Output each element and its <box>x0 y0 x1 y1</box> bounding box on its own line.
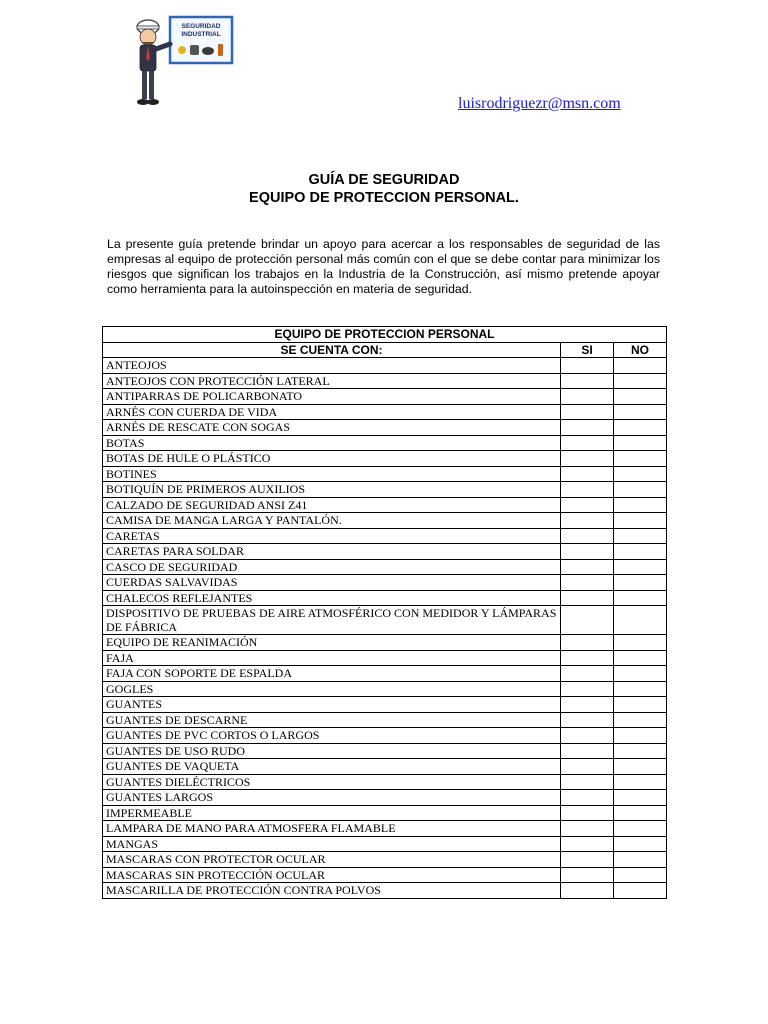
checklist-cell-yes[interactable] <box>561 852 614 868</box>
checklist-cell-yes[interactable] <box>561 681 614 697</box>
logo-text-line2: INDUSTRIAL <box>181 31 221 38</box>
table-row <box>103 590 667 606</box>
document-title: GUÍA DE SEGURIDAD <box>308 172 460 188</box>
table-row <box>103 743 667 759</box>
checklist-cell-no[interactable] <box>614 728 667 744</box>
checklist-cell-yes[interactable] <box>561 513 614 529</box>
checklist-cell-yes[interactable] <box>561 666 614 682</box>
checklist-cell-no[interactable] <box>614 790 667 806</box>
table-row <box>103 650 667 666</box>
checklist-cell-yes[interactable] <box>561 435 614 451</box>
checklist-cell-no[interactable] <box>614 697 667 713</box>
checklist-item-label: ARNÉS CON CUERDA DE VIDA <box>103 404 561 420</box>
table-row <box>103 420 667 436</box>
checklist-cell-no[interactable] <box>614 635 667 651</box>
checklist-item-label: BOTINES <box>103 466 561 482</box>
safety-worker-logo-icon <box>130 14 238 110</box>
checklist-item-label: CARETAS PARA SOLDAR <box>103 544 561 560</box>
checklist-cell-no[interactable] <box>614 528 667 544</box>
table-row <box>103 681 667 697</box>
table-title-row <box>103 327 667 343</box>
checklist-item-label: DISPOSITIVO DE PRUEBAS DE AIRE ATMOSFÉRICO CON MEDIDOR Y LÁMPARAS DE FÁBRICA <box>103 606 561 635</box>
checklist-cell-yes[interactable] <box>561 451 614 467</box>
checklist-item-label: CASCO DE SEGURIDAD <box>103 559 561 575</box>
checklist-cell-no[interactable] <box>614 513 667 529</box>
table-row <box>103 836 667 852</box>
table-row <box>103 805 667 821</box>
table-row <box>103 666 667 682</box>
checklist-cell-yes[interactable] <box>561 650 614 666</box>
checklist-cell-no[interactable] <box>614 358 667 374</box>
column-header-item: SE CUENTA CON: <box>103 342 561 358</box>
checklist-cell-yes[interactable] <box>561 712 614 728</box>
checklist-item-label: GUANTES DE DESCARNE <box>103 712 561 728</box>
table-row <box>103 883 667 899</box>
table-row <box>103 606 667 635</box>
checklist-cell-yes[interactable] <box>561 697 614 713</box>
table-row <box>103 852 667 868</box>
checklist-cell-no[interactable] <box>614 681 667 697</box>
checklist-cell-no[interactable] <box>614 606 667 635</box>
table-row <box>103 697 667 713</box>
checklist-item-label: CALZADO DE SEGURIDAD ANSI Z41 <box>103 497 561 513</box>
checklist-cell-no[interactable] <box>614 774 667 790</box>
intro-paragraph: La presente guía pretende brindar un apoyo para acercar a los responsables de seguridad de las empresas al equipo de protección personal más común con el que se debe contar para minimizar los riesgos que significan los trabajos en la Industria de la Construcción, así mismo pretende apoyar como herramienta para la autoinspección en materia de seguridad. <box>107 237 660 296</box>
table-row <box>103 528 667 544</box>
table-row <box>103 451 667 467</box>
checklist-cell-no[interactable] <box>614 759 667 775</box>
checklist-cell-no[interactable] <box>614 821 667 837</box>
checklist-item-label: EQUIPO DE REANIMACIÓN <box>103 635 561 651</box>
checklist-cell-yes[interactable] <box>561 373 614 389</box>
checklist-cell-no[interactable] <box>614 650 667 666</box>
checklist-item-label: CAMISA DE MANGA LARGA Y PANTALÓN. <box>103 513 561 529</box>
checklist-item-label: GUANTES LARGOS <box>103 790 561 806</box>
checklist-cell-yes[interactable] <box>561 836 614 852</box>
checklist-cell-no[interactable] <box>614 575 667 591</box>
table-row <box>103 774 667 790</box>
checklist-cell-no[interactable] <box>614 451 667 467</box>
checklist-cell-no[interactable] <box>614 590 667 606</box>
checklist-item-label: GUANTES DE VAQUETA <box>103 759 561 775</box>
table-row <box>103 482 667 498</box>
checklist-cell-no[interactable] <box>614 466 667 482</box>
checklist-cell-yes[interactable] <box>561 482 614 498</box>
checklist-item-label: BOTAS DE HULE O PLÁSTICO <box>103 451 561 467</box>
ppe-checklist-table <box>102 326 667 899</box>
checklist-cell-yes[interactable] <box>561 635 614 651</box>
table-row <box>103 466 667 482</box>
table-row <box>103 575 667 591</box>
checklist-cell-yes[interactable] <box>561 358 614 374</box>
checklist-cell-no[interactable] <box>614 389 667 405</box>
checklist-item-label: ARNÉS DE RESCATE CON SOGAS <box>103 420 561 436</box>
checklist-item-label: MASCARAS CON PROTECTOR OCULAR <box>103 852 561 868</box>
checklist-cell-yes[interactable] <box>561 575 614 591</box>
checklist-item-label: MASCARILLA DE PROTECCIÓN CONTRA POLVOS <box>103 883 561 899</box>
checklist-cell-yes[interactable] <box>561 743 614 759</box>
checklist-item-label: CARETAS <box>103 528 561 544</box>
checklist-cell-yes[interactable] <box>561 544 614 560</box>
checklist-item-label: GOGLES <box>103 681 561 697</box>
table-row <box>103 435 667 451</box>
checklist-cell-yes[interactable] <box>561 883 614 899</box>
checklist-item-label: LAMPARA DE MANO PARA ATMOSFERA FLAMABLE <box>103 821 561 837</box>
checklist-item-label: ANTEOJOS CON PROTECCIÓN LATERAL <box>103 373 561 389</box>
column-header-yes: SI <box>561 342 614 358</box>
column-header-no: NO <box>614 342 667 358</box>
checklist-cell-yes[interactable] <box>561 590 614 606</box>
checklist-cell-no[interactable] <box>614 805 667 821</box>
checklist-cell-no[interactable] <box>614 836 667 852</box>
table-row <box>103 790 667 806</box>
checklist-item-label: GUANTES <box>103 697 561 713</box>
checklist-item-label: GUANTES DE USO RUDO <box>103 743 561 759</box>
checklist-item-label: MASCARAS SIN PROTECCIÓN OCULAR <box>103 867 561 883</box>
checklist-cell-yes[interactable] <box>561 867 614 883</box>
document-subtitle: EQUIPO DE PROTECCION PERSONAL. <box>249 190 519 206</box>
table-row <box>103 404 667 420</box>
checklist-cell-yes[interactable] <box>561 420 614 436</box>
checklist-cell-no[interactable] <box>614 666 667 682</box>
table-header-row <box>103 342 667 358</box>
table-row <box>103 821 667 837</box>
email-link[interactable]: luisrodriguezr@msn.com <box>458 95 621 112</box>
checklist-item-label: FAJA CON SOPORTE DE ESPALDA <box>103 666 561 682</box>
checklist-cell-yes[interactable] <box>561 606 614 635</box>
checklist-item-label: IMPERMEABLE <box>103 805 561 821</box>
checklist-cell-yes[interactable] <box>561 759 614 775</box>
checklist-item-label: MANGAS <box>103 836 561 852</box>
checklist-item-label: ANTIPARRAS DE POLICARBONATO <box>103 389 561 405</box>
table-row <box>103 358 667 374</box>
table-row <box>103 544 667 560</box>
checklist-cell-yes[interactable] <box>561 821 614 837</box>
checklist-cell-yes[interactable] <box>561 528 614 544</box>
checklist-cell-no[interactable] <box>614 435 667 451</box>
table-row <box>103 389 667 405</box>
table-title: EQUIPO DE PROTECCION PERSONAL <box>103 327 667 343</box>
checklist-cell-yes[interactable] <box>561 774 614 790</box>
checklist-cell-no[interactable] <box>614 883 667 899</box>
checklist-cell-no[interactable] <box>614 712 667 728</box>
table-row <box>103 497 667 513</box>
checklist-item-label: BOTIQUÍN DE PRIMEROS AUXILIOS <box>103 482 561 498</box>
checklist-item-label: BOTAS <box>103 435 561 451</box>
checklist-cell-no[interactable] <box>614 852 667 868</box>
checklist-cell-yes[interactable] <box>561 559 614 575</box>
checklist-cell-yes[interactable] <box>561 805 614 821</box>
checklist-item-label: GUANTES DE PVC CORTOS O LARGOS <box>103 728 561 744</box>
checklist-cell-no[interactable] <box>614 867 667 883</box>
checklist-cell-yes[interactable] <box>561 404 614 420</box>
checklist-item-label: FAJA <box>103 650 561 666</box>
checklist-cell-no[interactable] <box>614 404 667 420</box>
checklist-cell-yes[interactable] <box>561 790 614 806</box>
logo-text-line1: SEGURIDAD <box>181 23 221 30</box>
checklist-cell-yes[interactable] <box>561 728 614 744</box>
checklist-item-label: GUANTES DIELÉCTRICOS <box>103 774 561 790</box>
table-row <box>103 759 667 775</box>
table-row <box>103 373 667 389</box>
checklist-cell-no[interactable] <box>614 497 667 513</box>
table-row <box>103 728 667 744</box>
checklist-item-label: ANTEOJOS <box>103 358 561 374</box>
table-row <box>103 867 667 883</box>
table-row <box>103 635 667 651</box>
table-row <box>103 559 667 575</box>
table-row <box>103 513 667 529</box>
checklist-cell-no[interactable] <box>614 482 667 498</box>
checklist-body <box>103 358 667 899</box>
checklist-item-label: CUERDAS SALVAVIDAS <box>103 575 561 591</box>
checklist-cell-yes[interactable] <box>561 389 614 405</box>
checklist-cell-no[interactable] <box>614 743 667 759</box>
checklist-cell-no[interactable] <box>614 559 667 575</box>
company-logo <box>130 14 238 110</box>
checklist-cell-no[interactable] <box>614 420 667 436</box>
table-row <box>103 712 667 728</box>
checklist-item-label: CHALECOS REFLEJANTES <box>103 590 561 606</box>
checklist-cell-no[interactable] <box>614 544 667 560</box>
checklist-cell-yes[interactable] <box>561 497 614 513</box>
checklist-cell-yes[interactable] <box>561 466 614 482</box>
checklist-cell-no[interactable] <box>614 373 667 389</box>
